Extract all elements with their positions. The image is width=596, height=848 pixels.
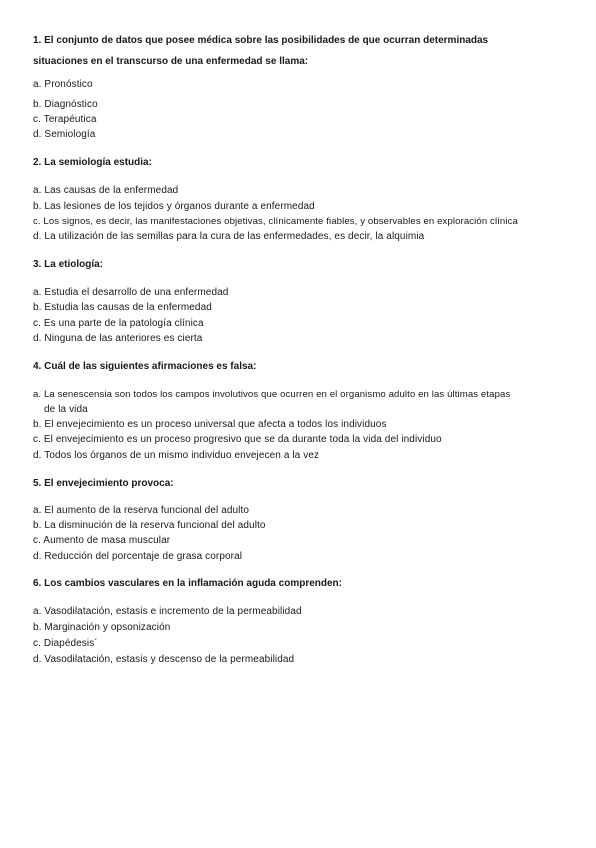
question-5-option-d: d. Reducción del porcentaje de grasa corporal bbox=[33, 551, 243, 562]
question-3-option-c: c. Es una parte de la patología clínica bbox=[33, 318, 204, 329]
question-2-option-c: c. Los signos, es decir, las manifestaciones objetivas, clínicamente fiables, y observables en exploración clínica bbox=[33, 216, 518, 227]
question-3-option-a: a. Estudia el desarrollo de una enfermedad bbox=[33, 287, 229, 298]
question-4-option-a: a. La senescensia son todos los campos involutivos que ocurren en el organismo adulto en las últimas etapas bbox=[33, 389, 511, 400]
question-3-option-b: b. Estudia las causas de la enfermedad bbox=[33, 302, 212, 313]
question-1-title-line-1: 1. El conjunto de datos que posee médica sobre las posibilidades de que ocurran determinadas bbox=[33, 35, 489, 46]
question-2-option-a: a. Las causas de la enfermedad bbox=[33, 185, 179, 196]
question-3-title: 3. La etiología: bbox=[33, 259, 104, 270]
question-1-option-a: a. Pronóstico bbox=[33, 79, 93, 90]
question-3-option-d: d. Ninguna de las anteriores es cierta bbox=[33, 333, 203, 344]
question-6-option-b: b. Marginación y opsonización bbox=[33, 622, 171, 633]
question-6-title: 6. Los cambios vasculares en la inflamación aguda comprenden: bbox=[33, 578, 342, 589]
question-6-option-d: d. Vasodilatación, estasis y descenso de la permeabilidad bbox=[33, 654, 295, 665]
question-4-option-a-continuation: de la vida bbox=[44, 404, 88, 415]
question-5-option-a: a. El aumento de la reserva funcional del adulto bbox=[33, 505, 250, 516]
question-4-option-c: c. El envejecimiento es un proceso progresivo que se da durante toda la vida del individuo bbox=[33, 434, 442, 445]
question-2-option-d: d. La utilización de las semillas para la cura de las enfermedades, es decir, la alquimia bbox=[33, 231, 425, 242]
question-2-title: 2. La semiología estudia: bbox=[33, 157, 152, 168]
question-4-option-b: b. El envejecimiento es un proceso universal que afecta a todos los individuos bbox=[33, 419, 387, 430]
question-2-option-b: b. Las lesiones de los tejidos y órganos durante a enfermedad bbox=[33, 201, 315, 212]
question-5-option-c: c. Aumento de masa muscular bbox=[33, 535, 171, 546]
question-5-title: 5. El envejecimiento provoca: bbox=[33, 478, 174, 489]
question-1-option-d: d. Semiología bbox=[33, 129, 96, 140]
question-1-option-b: b. Diagnóstico bbox=[33, 99, 98, 110]
question-6-option-a: a. Vasodilatación, estasis e incremento de la permeabilidad bbox=[33, 606, 302, 617]
question-1-option-c: c. Terapéutica bbox=[33, 114, 97, 125]
question-4-option-d: d. Todos los órganos de un mismo individuo envejecen a la vez bbox=[33, 450, 320, 461]
question-4-title: 4. Cuál de las siguientes afirmaciones es falsa: bbox=[33, 361, 257, 372]
question-1-title-line-2: situaciones en el transcurso de una enfermedad se llama: bbox=[33, 56, 309, 67]
question-5-option-b: b. La disminución de la reserva funcional del adulto bbox=[33, 520, 266, 531]
question-6-option-c: c. Diapédesis´ bbox=[33, 638, 98, 649]
